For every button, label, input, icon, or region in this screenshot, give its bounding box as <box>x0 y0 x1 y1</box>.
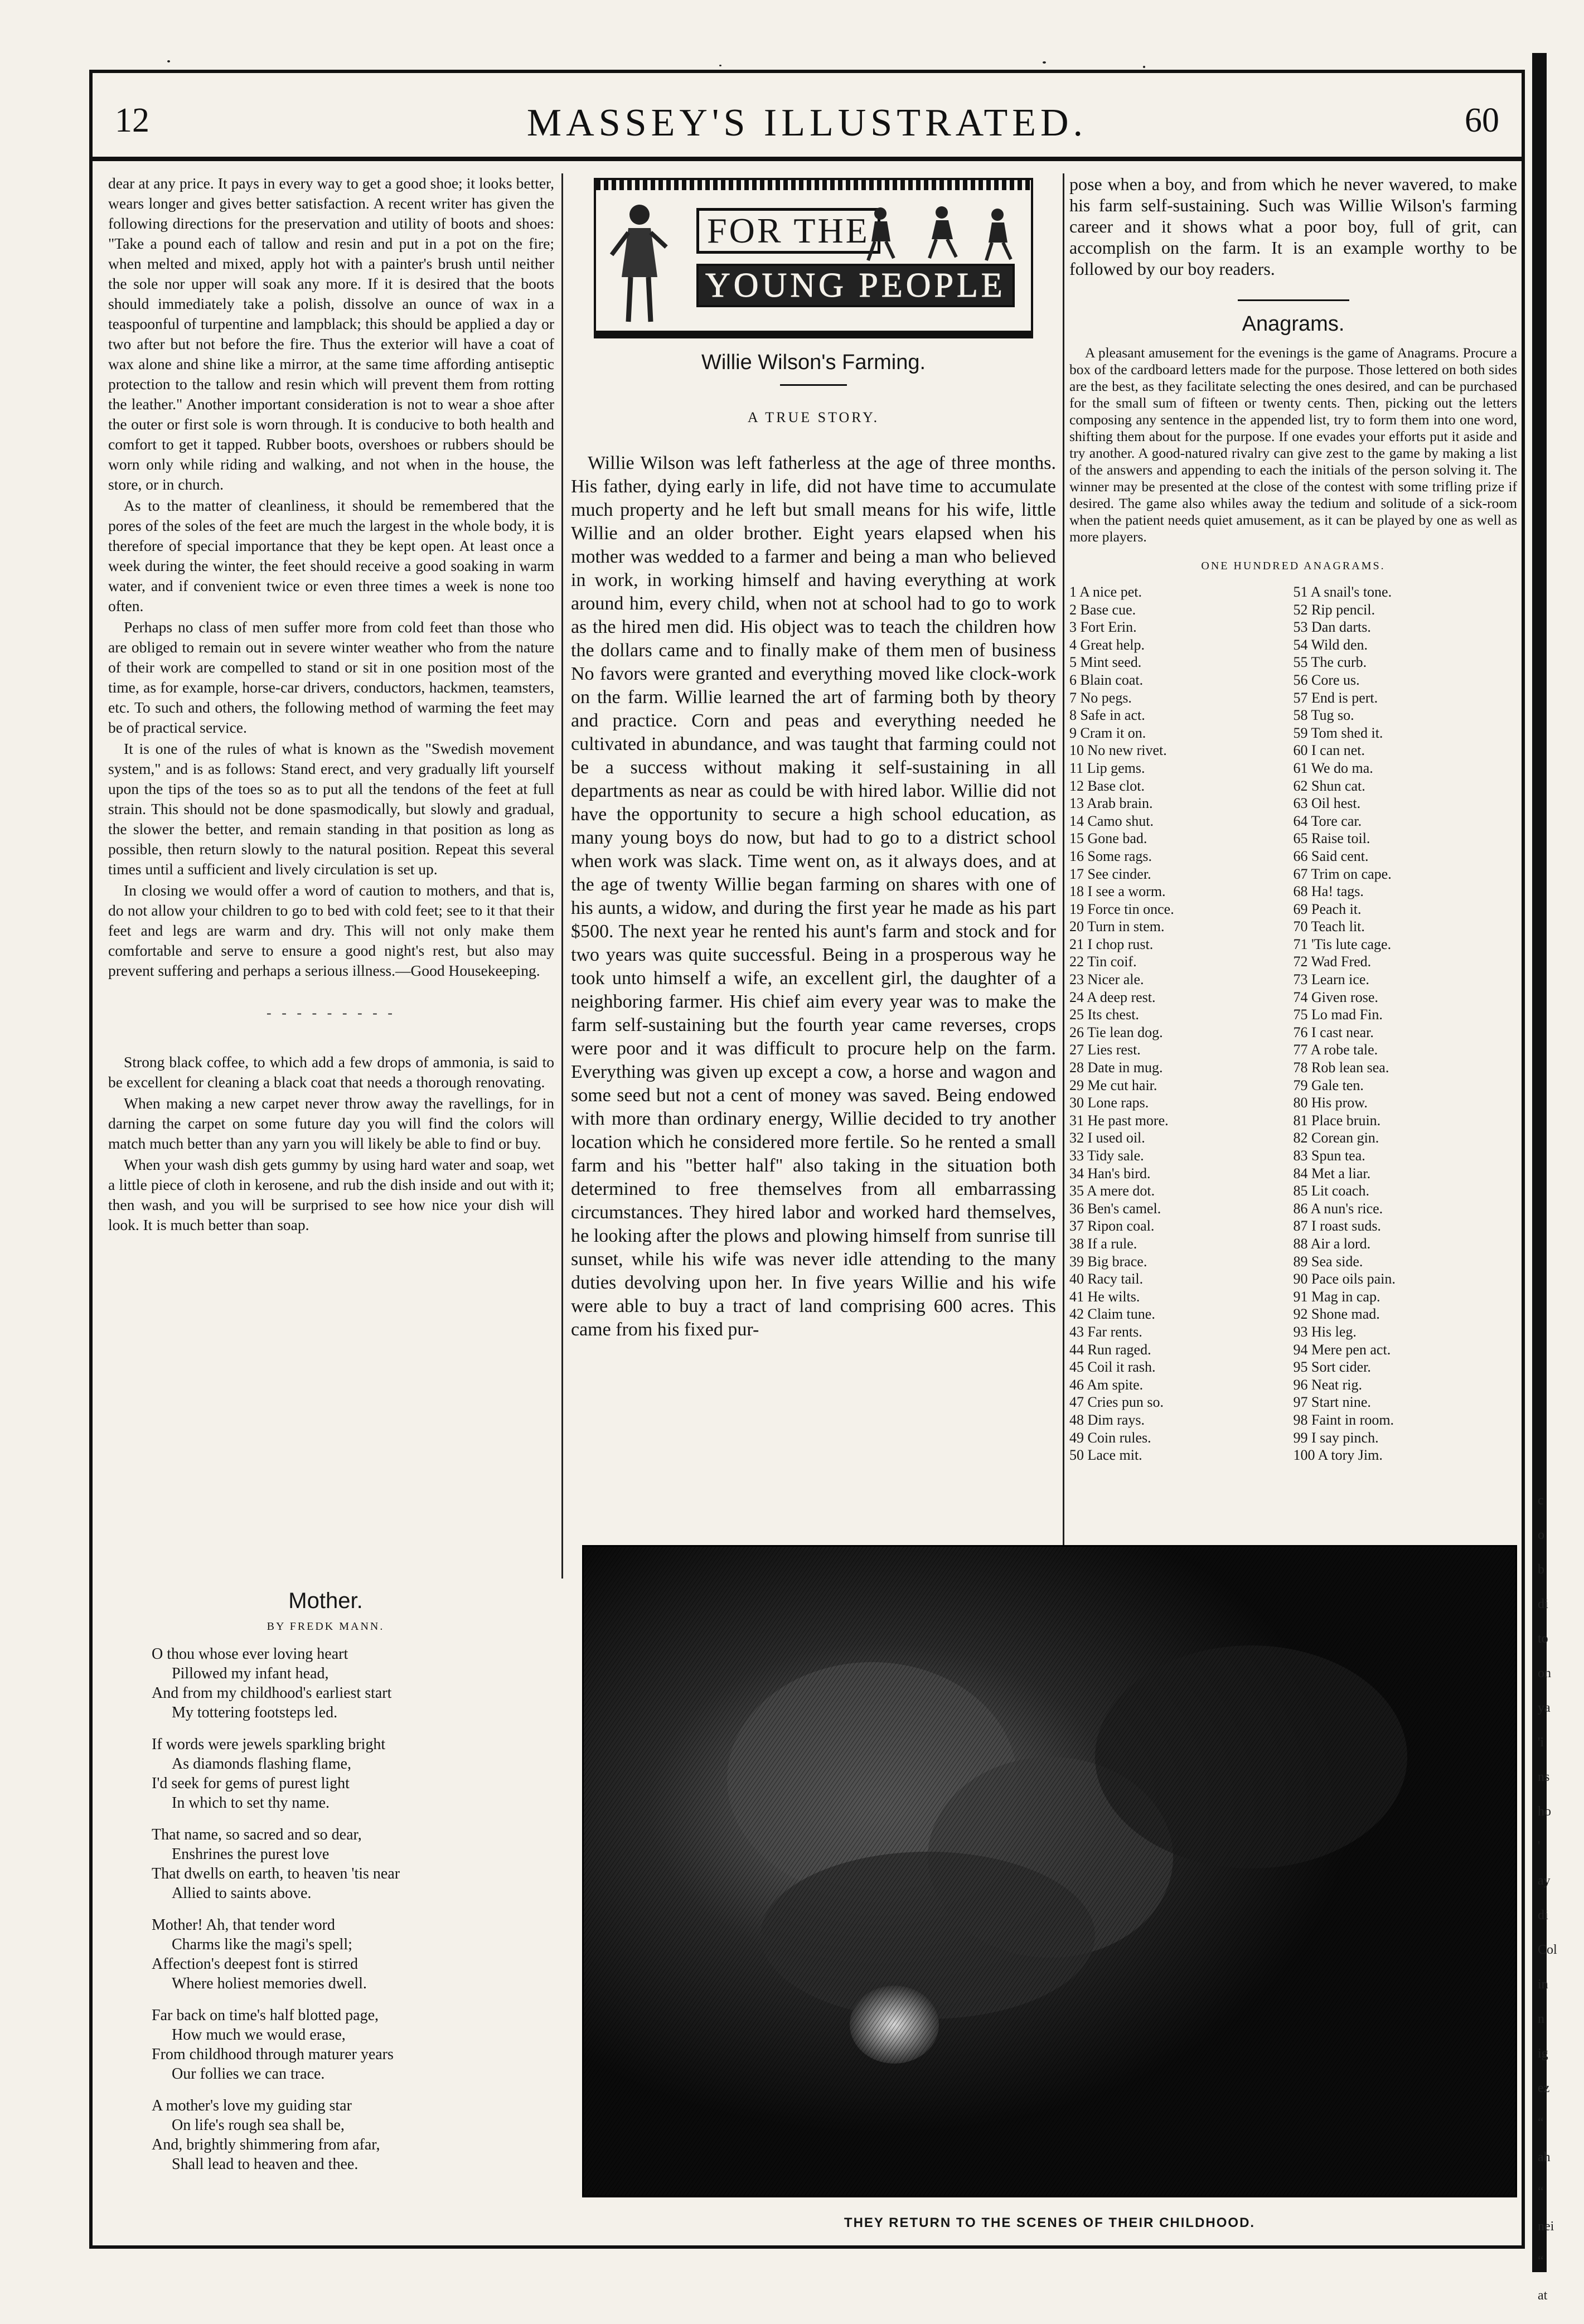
anagram-item: 1 A nice pet. <box>1069 584 1142 600</box>
anagram-item: 20 Turn in stem. <box>1069 918 1165 935</box>
anagram-item: 89 Sea side. <box>1293 1253 1363 1270</box>
anagram-item: 31 He past more. <box>1069 1112 1169 1129</box>
engraving-image <box>582 1545 1517 2197</box>
anagram-list <box>1069 583 1517 1464</box>
anagram-item: 100 A tory Jim. <box>1293 1447 1383 1464</box>
poem-line: A mother's love my guiding star <box>152 2097 352 2114</box>
anagram-item: 45 Coil it rash. <box>1069 1359 1156 1376</box>
anagram-item: 91 Mag in cap. <box>1293 1288 1380 1305</box>
anagram-item: 44 Run raged. <box>1069 1341 1151 1358</box>
story-subtitle: A TRUE STORY. <box>747 409 880 425</box>
bleed-fragment: to <box>1538 1631 1548 1646</box>
anagram-item: 2 Base cue. <box>1069 601 1136 618</box>
anagram-item: 46 Am spite. <box>1069 1376 1144 1393</box>
poem-stanzas <box>108 1644 543 2174</box>
poem-line: Charms like the magi's spell; <box>172 1936 352 1953</box>
poem-line: From childhood through maturer years <box>152 2046 394 2063</box>
anagram-item: 30 Lone raps. <box>1069 1095 1149 1111</box>
anagram-item: 87 I roast suds. <box>1293 1218 1381 1234</box>
anagram-item: 56 Core us. <box>1293 671 1360 688</box>
poem-line: As diamonds flashing flame, <box>172 1755 351 1773</box>
article-column-anagrams <box>1069 173 1517 1573</box>
poem-line: That dwells on earth, to heaven 'tis near <box>152 1865 400 1882</box>
bleed-fragment: o <box>1538 1528 1544 1542</box>
anagram-item: 22 Tin coif. <box>1069 953 1137 970</box>
poem-line: My tottering footsteps led. <box>172 1704 338 1721</box>
anagram-item: 67 Trim on cape. <box>1293 865 1392 882</box>
poem-stanza <box>152 1915 543 1993</box>
anagram-item: 16 Some rags. <box>1069 848 1152 864</box>
anagram-item: 5 Mint seed. <box>1069 654 1142 671</box>
bleed-fragment: di <box>1538 1908 1548 1923</box>
anagram-item: 48 Dim rays. <box>1069 1411 1145 1428</box>
anagram-item: 26 Tie lean dog. <box>1069 1024 1163 1040</box>
section-rule <box>1238 299 1349 301</box>
bleed-fragment: “ <box>1538 2115 1544 2130</box>
anagram-item: 99 I say pinch. <box>1293 1429 1379 1446</box>
poem-line: O thou whose ever loving heart <box>152 1645 348 1663</box>
paragraph: Strong black coffee, to which add a few drops of ammonia, is said to be excellent for cleaning a black coat that needs a thorough renovating. <box>108 1053 554 1091</box>
anagram-item: 34 Han's bird. <box>1069 1165 1151 1182</box>
bleed-fragment: at <box>1538 2288 1548 2303</box>
poem-line: And, brightly shimmering from afar, <box>152 2136 380 2153</box>
bleed-fragment: ay <box>1538 1873 1551 1888</box>
anagram-item: 19 Force tin once. <box>1069 900 1174 917</box>
poem-stanza <box>152 2006 543 2084</box>
anagram-list-right <box>1294 583 1518 1464</box>
bleed-fragment: di <box>1538 1597 1548 1611</box>
anagram-item: 4 Great help. <box>1069 636 1145 653</box>
poem-line: Enshrines the purest love <box>172 1846 330 1863</box>
page-number-left: 12 <box>115 101 149 139</box>
anagram-item: 24 A deep rest. <box>1069 989 1156 1005</box>
anagram-item: 28 Date in mug. <box>1069 1059 1163 1076</box>
anagram-item: 69 Peach it. <box>1293 900 1362 917</box>
poem-line: Our follies we can trace. <box>172 2065 325 2083</box>
newspaper-page <box>89 70 1525 2249</box>
anagram-item: 64 Tore car. <box>1293 812 1362 829</box>
anagram-item: 68 Ha! tags. <box>1293 883 1364 900</box>
bleed-fragment: ya <box>1538 1701 1551 1715</box>
anagram-item: 8 Safe in act. <box>1069 707 1145 724</box>
bleed-fragment: ' <box>1538 1839 1541 1853</box>
poem-line: If words were jewels sparkling bright <box>152 1736 386 1753</box>
anagram-item: 13 Arab brain. <box>1069 795 1153 812</box>
anagram-item: 10 No new rivet. <box>1069 742 1167 759</box>
anagram-item: 33 Tidy sale. <box>1069 1148 1144 1164</box>
bleed-fragment: “ <box>1538 2254 1544 2268</box>
anagram-item: 83 Spun tea. <box>1293 1148 1365 1164</box>
bleed-fragment: Col <box>1538 1943 1557 1957</box>
paragraph: dear at any price. It pays in every way to get a good shoe; it looks better, wears longer and gives better satisfaction. A recent writer has given the following directions for the preservation and utility of boots and shoes: "Take a pound each of tallow and resin and put in a pot on the fire; when melted and mixed, apply hot with a painter's brush until neither the sole nor upper will soak any more. If it is desired that the boots should immediately take a polish, dissolve an ounce of wax in a teaspoonful of turpentine and lampblack; this should be applied a day or two after but not before the fire. Thus the exterior will have a coat of wax alone and shine like a mirror, at the same time affording antiseptic protection to the tallow and resin which will prevent them from rotting the leather." Another important consideration is not to wear a shoe after the outer or first sole is worn through. It is conducive to both health and comfort to get it tapped. Rubber boots, overshoes or rubbers should be worn only while riding and walking, and not when in the house, the store, or in church. <box>108 175 554 493</box>
paragraph: When your wash dish gets gummy by using hard water and soap, wet a little piece of cloth in kerosene, and rub the dish inside and out with it; then wash, and you will be surprised to see how nice your dish will look. It is much better than soap. <box>108 1156 554 1233</box>
anagram-item: 27 Lies rest. <box>1069 1042 1141 1058</box>
bleed-through-text <box>1538 1483 1582 2313</box>
anagram-item: 60 I can net. <box>1293 742 1365 759</box>
anagram-item: 7 No pegs. <box>1069 689 1132 706</box>
paragraph: It is one of the rules of what is known as the "Swedish movement system," and is as follows: Stand erect, and very gradually lift yourself upon the tips of the toes so as to put all the tendons of the feet at full strain. This should not be done spasmodically, but slowly and gradual, the slower the better, and remain standing in that position as long as possible, then return slowly to the natural position. Repeat this several times until a sufficient and lively circulation is set up. <box>108 740 554 878</box>
anagram-item: 29 Me cut hair. <box>1069 1077 1157 1093</box>
anagram-item: 72 Wad Fred. <box>1293 953 1372 970</box>
bleed-fragment: c <box>1538 1493 1544 1508</box>
engraving-illustration <box>582 1545 1517 2197</box>
anagram-item: 74 Given rose. <box>1293 989 1378 1005</box>
anagram-item: 98 Faint in room. <box>1293 1411 1394 1428</box>
anagram-item: 50 Lace mit. <box>1069 1447 1142 1464</box>
bleed-fragment: ho <box>1538 1804 1551 1819</box>
anagram-item: 32 I used oil. <box>1069 1130 1145 1146</box>
anagram-item: 12 Base clot. <box>1069 777 1145 794</box>
anagram-item: 18 I see a worm. <box>1069 883 1166 900</box>
anagram-item: 3 Fort Erin. <box>1069 619 1137 636</box>
anagram-item: 93 His leg. <box>1293 1323 1357 1340</box>
anagram-item: 59 Tom shed it. <box>1293 724 1383 741</box>
anagram-item: 65 Raise toil. <box>1293 830 1370 847</box>
masthead-title: MASSEY'S ILLUSTRATED. <box>526 101 1088 144</box>
article-column-household <box>108 173 554 1573</box>
dancing-figures-illustration <box>858 202 1020 264</box>
anagram-item: 55 The curb. <box>1293 654 1367 671</box>
anagram-item: 11 Lip gems. <box>1069 759 1145 776</box>
anagram-item: 14 Camo shut. <box>1069 812 1154 829</box>
anagram-item: 75 Lo mad Fin. <box>1293 1006 1383 1023</box>
paragraph: As to the matter of cleanliness, it should be remembered that the pores of the soles of the feet are much the largest in the whole body, it is therefore of special importance that they be kept open. At least once a week during the winter, the feet should receive a good soaking in warm water, and if convenient twice or even three times a week is none too often. <box>108 497 554 614</box>
anagram-item: 90 Pace oils pain. <box>1293 1271 1396 1287</box>
poem-line: Far back on time's half blotted page, <box>152 2007 379 2024</box>
poem-line: Affection's deepest font is stirred <box>152 1955 358 1973</box>
poem-line: I'd seek for gems of purest light <box>152 1775 350 1792</box>
poem-line: Shall lead to heaven and thee. <box>172 2156 359 2173</box>
anagram-item: 82 Corean gin. <box>1293 1130 1379 1146</box>
anagram-item: 57 End is pert. <box>1293 689 1378 706</box>
child-figure-illustration <box>606 193 673 327</box>
header-rule <box>93 157 1522 161</box>
anagram-item: 70 Teach lit. <box>1293 918 1365 935</box>
bleed-fragment: nei <box>1538 2219 1554 2234</box>
bleed-fragment: ah <box>1538 2150 1551 2165</box>
anagram-item: 49 Coin rules. <box>1069 1429 1151 1446</box>
anagram-item: 42 Claim tune. <box>1069 1306 1155 1323</box>
poem-line: Allied to saints above. <box>172 1885 312 1902</box>
column-rule <box>561 173 563 1579</box>
anagram-item: 62 Shun cat. <box>1293 777 1365 794</box>
anagram-list-heading: ONE HUNDRED ANAGRAMS. <box>1201 560 1386 572</box>
paragraph: Perhaps no class of men suffer more from cold feet than those who are obliged to remain out in severe winter weather who from the nature of their work are compelled to stand or sit in one position most of the time, as for example, horse-car drivers, conductors, hackmen, teamsters, etc. To such and others, the following method of warming the feet may be of practical service. <box>108 618 554 736</box>
banner-ornament <box>596 331 1031 336</box>
anagram-item: 38 If a rule. <box>1069 1235 1137 1252</box>
column-rule <box>1063 173 1064 1579</box>
banner-for-the: FOR THE <box>696 208 880 254</box>
anagram-item: 85 Lit coach. <box>1293 1183 1369 1199</box>
anagram-item: 39 Big brace. <box>1069 1253 1147 1270</box>
bleed-fragment: ig <box>1538 2046 1548 2061</box>
poem-line: Mother! Ah, that tender word <box>152 1916 335 1934</box>
poem-line: That name, so sacred and so dear, <box>152 1826 362 1843</box>
paragraph: In closing we would offer a word of caution to mothers, and that is, do not allow your children to go to bed with cold feet; see to it that their feet and legs are warm and dry. This will not only make them comfortable and serve to ensure a good night's rest, but also may prevent suffering and perhaps a serious illness.—Good Housekeeping. <box>108 882 554 979</box>
bleed-fragment: b <box>1538 1562 1544 1577</box>
poem-title: Mother. <box>288 1589 363 1613</box>
anagram-item: 17 See cinder. <box>1069 865 1151 882</box>
anagram-item: 96 Neat rig. <box>1293 1376 1362 1393</box>
anagram-item: 88 Air a lord. <box>1293 1235 1371 1252</box>
poem-stanza <box>152 1644 543 1722</box>
anagram-item: 61 We do ma. <box>1293 759 1373 776</box>
anagram-item: 54 Wild den. <box>1293 636 1368 653</box>
anagram-item: 25 Its chest. <box>1069 1006 1139 1023</box>
anagram-item: 37 Ripon coal. <box>1069 1218 1155 1234</box>
anagram-item: 40 Racy tail. <box>1069 1271 1144 1287</box>
anagram-item: 81 Place bruin. <box>1293 1112 1381 1129</box>
bleed-fragment: ns <box>1538 1770 1550 1784</box>
anagram-item: 35 A mere dot. <box>1069 1183 1155 1199</box>
section-separator: - - - - - - - - - <box>267 1005 396 1021</box>
page-number-right: 60 <box>1465 101 1499 139</box>
anagram-item: 73 Learn ice. <box>1293 971 1369 988</box>
anagram-item: 84 Met a liar. <box>1293 1165 1371 1182</box>
anagram-item: 21 I chop rust. <box>1069 936 1154 952</box>
bleed-fragment: on <box>1538 1666 1551 1681</box>
article-column-story <box>571 173 1056 1573</box>
anagrams-intro: A pleasant amusement for the evenings is the game of Anagrams. Procure a box of the cardboard letters made for the purpose. Those lettered on both sides are the best, as they facilitate selecting the ones desired, and can be purchased for the small sum of fifteen or twenty cents. Then, picking out the letters composing any sentence in the appended list, try to form them into one word, shifting them about for the purpose. If one evades your efforts put it aside and try another. A good-natured rivalry can give zest to the game by making a list of the answers and appending to each the initials of the person solving it. The winner may be presented at the close of the contest with some trifling prize if desired. The game also whiles away the tedium and solitude of a sick-room when the patient needs quiet amusement, as it can be played by one as well as more players. <box>1069 345 1517 545</box>
story-title: Willie Wilson's Farming. <box>701 351 926 374</box>
anagram-item: 51 A snail's tone. <box>1293 584 1392 600</box>
poem-line: How much we would erase, <box>172 2026 346 2044</box>
anagram-item: 6 Blain coat. <box>1069 671 1144 688</box>
story-continuation: pose when a boy, and from which he never wavered, to make his farm self-sustaining. Such was Willie Wilson's farming career and it shows what a poor boy, full of grit, can accomplish on the farm. It is an example worthy to be followed by our boy readers. <box>1069 174 1517 279</box>
young-people-banner <box>594 178 1033 338</box>
anagram-item: 94 Mere pen act. <box>1293 1341 1391 1358</box>
anagram-item: 41 He wilts. <box>1069 1288 1140 1305</box>
anagram-item: 9 Cram it on. <box>1069 724 1146 741</box>
anagram-item: 97 Start nine. <box>1293 1394 1371 1411</box>
poem-mother <box>108 1585 543 2243</box>
title-rule <box>780 384 847 386</box>
bleed-fragment: 'i <box>1538 1735 1544 1750</box>
illustration-caption: THEY RETURN TO THE SCENES OF THEIR CHILDHOOD. <box>844 2215 1256 2230</box>
story-body: Willie Wilson was left fatherless at the age of three months. His father, dying early in life, did not have time to accumulate much property and he left but small means for his wife, little Willie and an older brother. Eight years elapsed when his mother was wedded to a farmer and being a man who believed in work, in working himself and having everything at work around him, every child, when not at school had to go to work as the hired men did. His object was to teach the children how the dollars came and to finally make of them men of business No favors were granted and everything moved like clock-work on the farm. Willie learned the art of farming both by theory and practice. Corn and peas and everything needed he cultivated in abundance, and was taught that farming could not be a success without making it self-sustaining in all departments as near as could be with hired labor. Willie did not have the opportunity to secure a high school education, as many young boys do now, but had to go to a district school when work was slack. Time went on, as it always does, and at the age of twenty Willie began farming on shares with one of his aunts, a widow, and during the first year he made as his part $500. The next year he rented his aunt's farm and stock and for two years was quite successful. Being in a prosperous way he took unto himself a wife, an excellent girl, the daughter of a neighboring farmer. His chief aim every year was to make the farm self-sustaining but the fourth year came reverses, crops were poor and it was difficult to procure help on the farm. Everything was given up except a cow, a horse and wagon and some seed but not a cent of money was saved. Being endowed with more than ordinary energy, Willie decided to try another location which he considered more fertile. So he rented a small farm and his "better half" also taking in the situation both determined to free themselves from all embarrassing circumstances. They hired labor and worked hard themselves, he looking after the plows and plowing himself from sunrise till sunset, while his wife was never idle attending to the many duties devolving upon her. In five years Willie and his wife were able to buy a tract of land comprising 600 acres. This came from his fixed pur- <box>571 453 1056 1340</box>
poem-stanza <box>152 1825 543 1903</box>
anagram-item: 76 I cast near. <box>1293 1024 1374 1040</box>
bleed-fragment: “ <box>1538 2185 1544 2199</box>
poem-stanza <box>152 2096 543 2174</box>
poem-stanza <box>152 1735 543 1813</box>
anagram-item: 66 Said cent. <box>1293 848 1369 864</box>
anagram-item: 43 Far rents. <box>1069 1323 1142 1340</box>
anagram-item: 78 Rob lean sea. <box>1293 1059 1389 1076</box>
banner-ornament <box>596 180 1031 190</box>
poem-byline: BY FREDK MANN. <box>267 1620 385 1633</box>
anagram-item: 79 Gale ten. <box>1293 1077 1364 1093</box>
anagram-list-left <box>1069 583 1294 1464</box>
anagram-item: 47 Cries pun so. <box>1069 1394 1164 1411</box>
poem-line: And from my childhood's earliest start <box>152 1684 392 1702</box>
page-header <box>93 73 1522 173</box>
anagram-item: 92 Shone mad. <box>1293 1306 1380 1323</box>
anagram-item: 77 A robe tale. <box>1293 1042 1378 1058</box>
anagram-item: 58 Tug so. <box>1293 707 1354 724</box>
poem-line: In which to set thy name. <box>172 1794 330 1812</box>
banner-young-people: YOUNG PEOPLE <box>696 264 1015 307</box>
anagram-item: 71 'Tis lute cage. <box>1293 936 1392 952</box>
anagrams-title: Anagrams. <box>1242 312 1345 336</box>
anagram-item: 52 Rip pencil. <box>1293 601 1375 618</box>
anagram-item: 36 Ben's camel. <box>1069 1200 1161 1217</box>
anagram-item: 23 Nicer ale. <box>1069 971 1144 988</box>
bleed-fragment: in <box>1538 1977 1548 1992</box>
bleed-fragment: ez <box>1538 2081 1550 2095</box>
anagram-item: 15 Gone bad. <box>1069 830 1147 847</box>
poem-line: Pillowed my infant head, <box>172 1665 329 1682</box>
anagram-item: 86 A nun's rice. <box>1293 1200 1383 1217</box>
poem-line: Where holiest memories dwell. <box>172 1975 367 1992</box>
poem-line: On life's rough sea shall be, <box>172 2117 345 2134</box>
anagram-item: 53 Dan darts. <box>1293 619 1371 636</box>
paragraph: When making a new carpet never throw away the ravellings, for in darning the carpet on some future day you will find the colors will match much better than any yarn you will likely be able to find or buy. <box>108 1095 554 1152</box>
anagram-item: 95 Sort cider. <box>1293 1359 1371 1376</box>
anagram-item: 80 His prow. <box>1293 1095 1368 1111</box>
bleed-fragment: n <box>1538 2012 1544 2026</box>
anagram-item: 63 Oil hest. <box>1293 795 1361 812</box>
